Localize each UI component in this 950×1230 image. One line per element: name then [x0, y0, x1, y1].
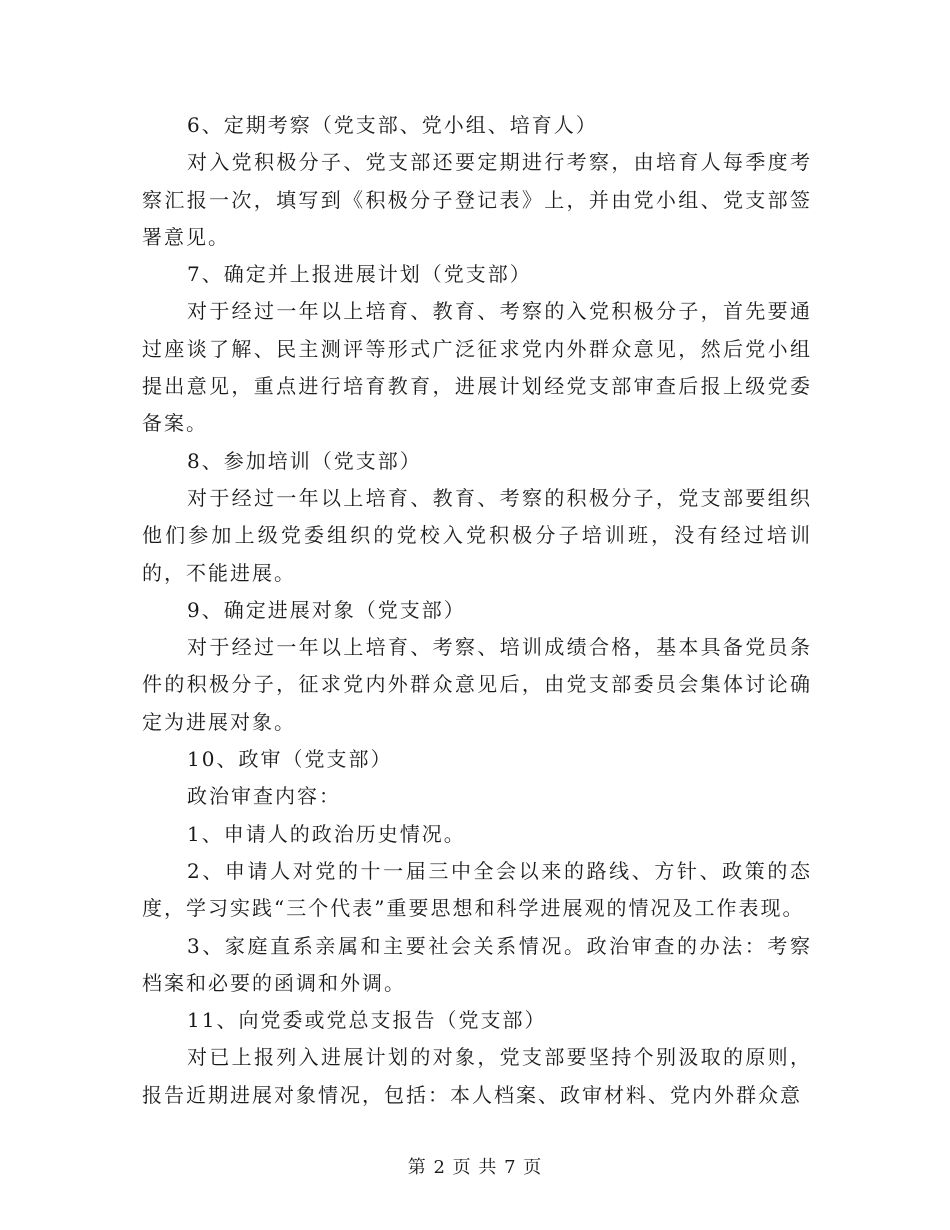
heading-10-political-review: 10、政审（党支部） [187, 747, 393, 772]
paragraph-7-body: 对于经过一年以上培育、教育、考察的入党积极分子，首先要通过座谈了解、民主测评等形式广泛征求党内外群众意见，然后党小组提出意见，重点进行培育教育，进展计划经党支部审查后报上级党委备案。 [142, 299, 812, 436]
paragraph-9-body: 对于经过一年以上培育、考察、培训成绩合格，基本具备党员条件的积极分子，征求党内外群众意见后，由党支部委员会集体讨论确定为进展对象。 [142, 635, 812, 734]
heading-9-development-target: 9、确定进展对象（党支部） [187, 597, 466, 622]
paragraph-10-item-1: 1、申请人的政治历史情况。 [187, 821, 466, 846]
paragraph-10-item-3: 3、家庭直系亲属和主要社会关系情况。政治审查的办法：考察档案和必要的函调和外调。 [142, 933, 812, 995]
paragraph-11-body: 对已上报列入进展计划的对象，党支部要坚持个别汲取的原则，报告近期进展对象情况，包括：本人档案、政审材料、党内外群众意 [142, 1045, 812, 1107]
heading-6-regular-inspection: 6、定期考察（党支部、党小组、培育人） [187, 113, 598, 137]
paragraph-10-item-2: 2、申请人对党的十一届三中全会以来的路线、方针、政策的态度，学习实践“三个代表”重要思想和科学进展观的情况及工作表现。 [142, 858, 812, 921]
heading-7-development-plan: 7、确定并上报进展计划（党支部） [187, 262, 532, 287]
heading-11-report: 11、向党委或党总支报告（党支部） [187, 1008, 547, 1033]
document-body [142, 107, 812, 1114]
paragraph-10-intro: 政治审查内容： [187, 784, 341, 809]
heading-8-training: 8、参加培训（党支部） [187, 448, 422, 473]
paragraph-6-body: 对入党积极分子、党支部还要定期进行考察，由培育人每季度考察汇报一次，填写到《积极分子登记表》上，并由党小组、党支部签署意见。 [142, 150, 812, 249]
paragraph-8-body: 对于经过一年以上培育、教育、考察的积极分子，党支部要组织他们参加上级党委组织的党校入党积极分子培训班，没有经过培训的，不能进展。 [142, 485, 812, 585]
page-number-footer: 第 2 页 共 7 页 [407, 1157, 543, 1178]
